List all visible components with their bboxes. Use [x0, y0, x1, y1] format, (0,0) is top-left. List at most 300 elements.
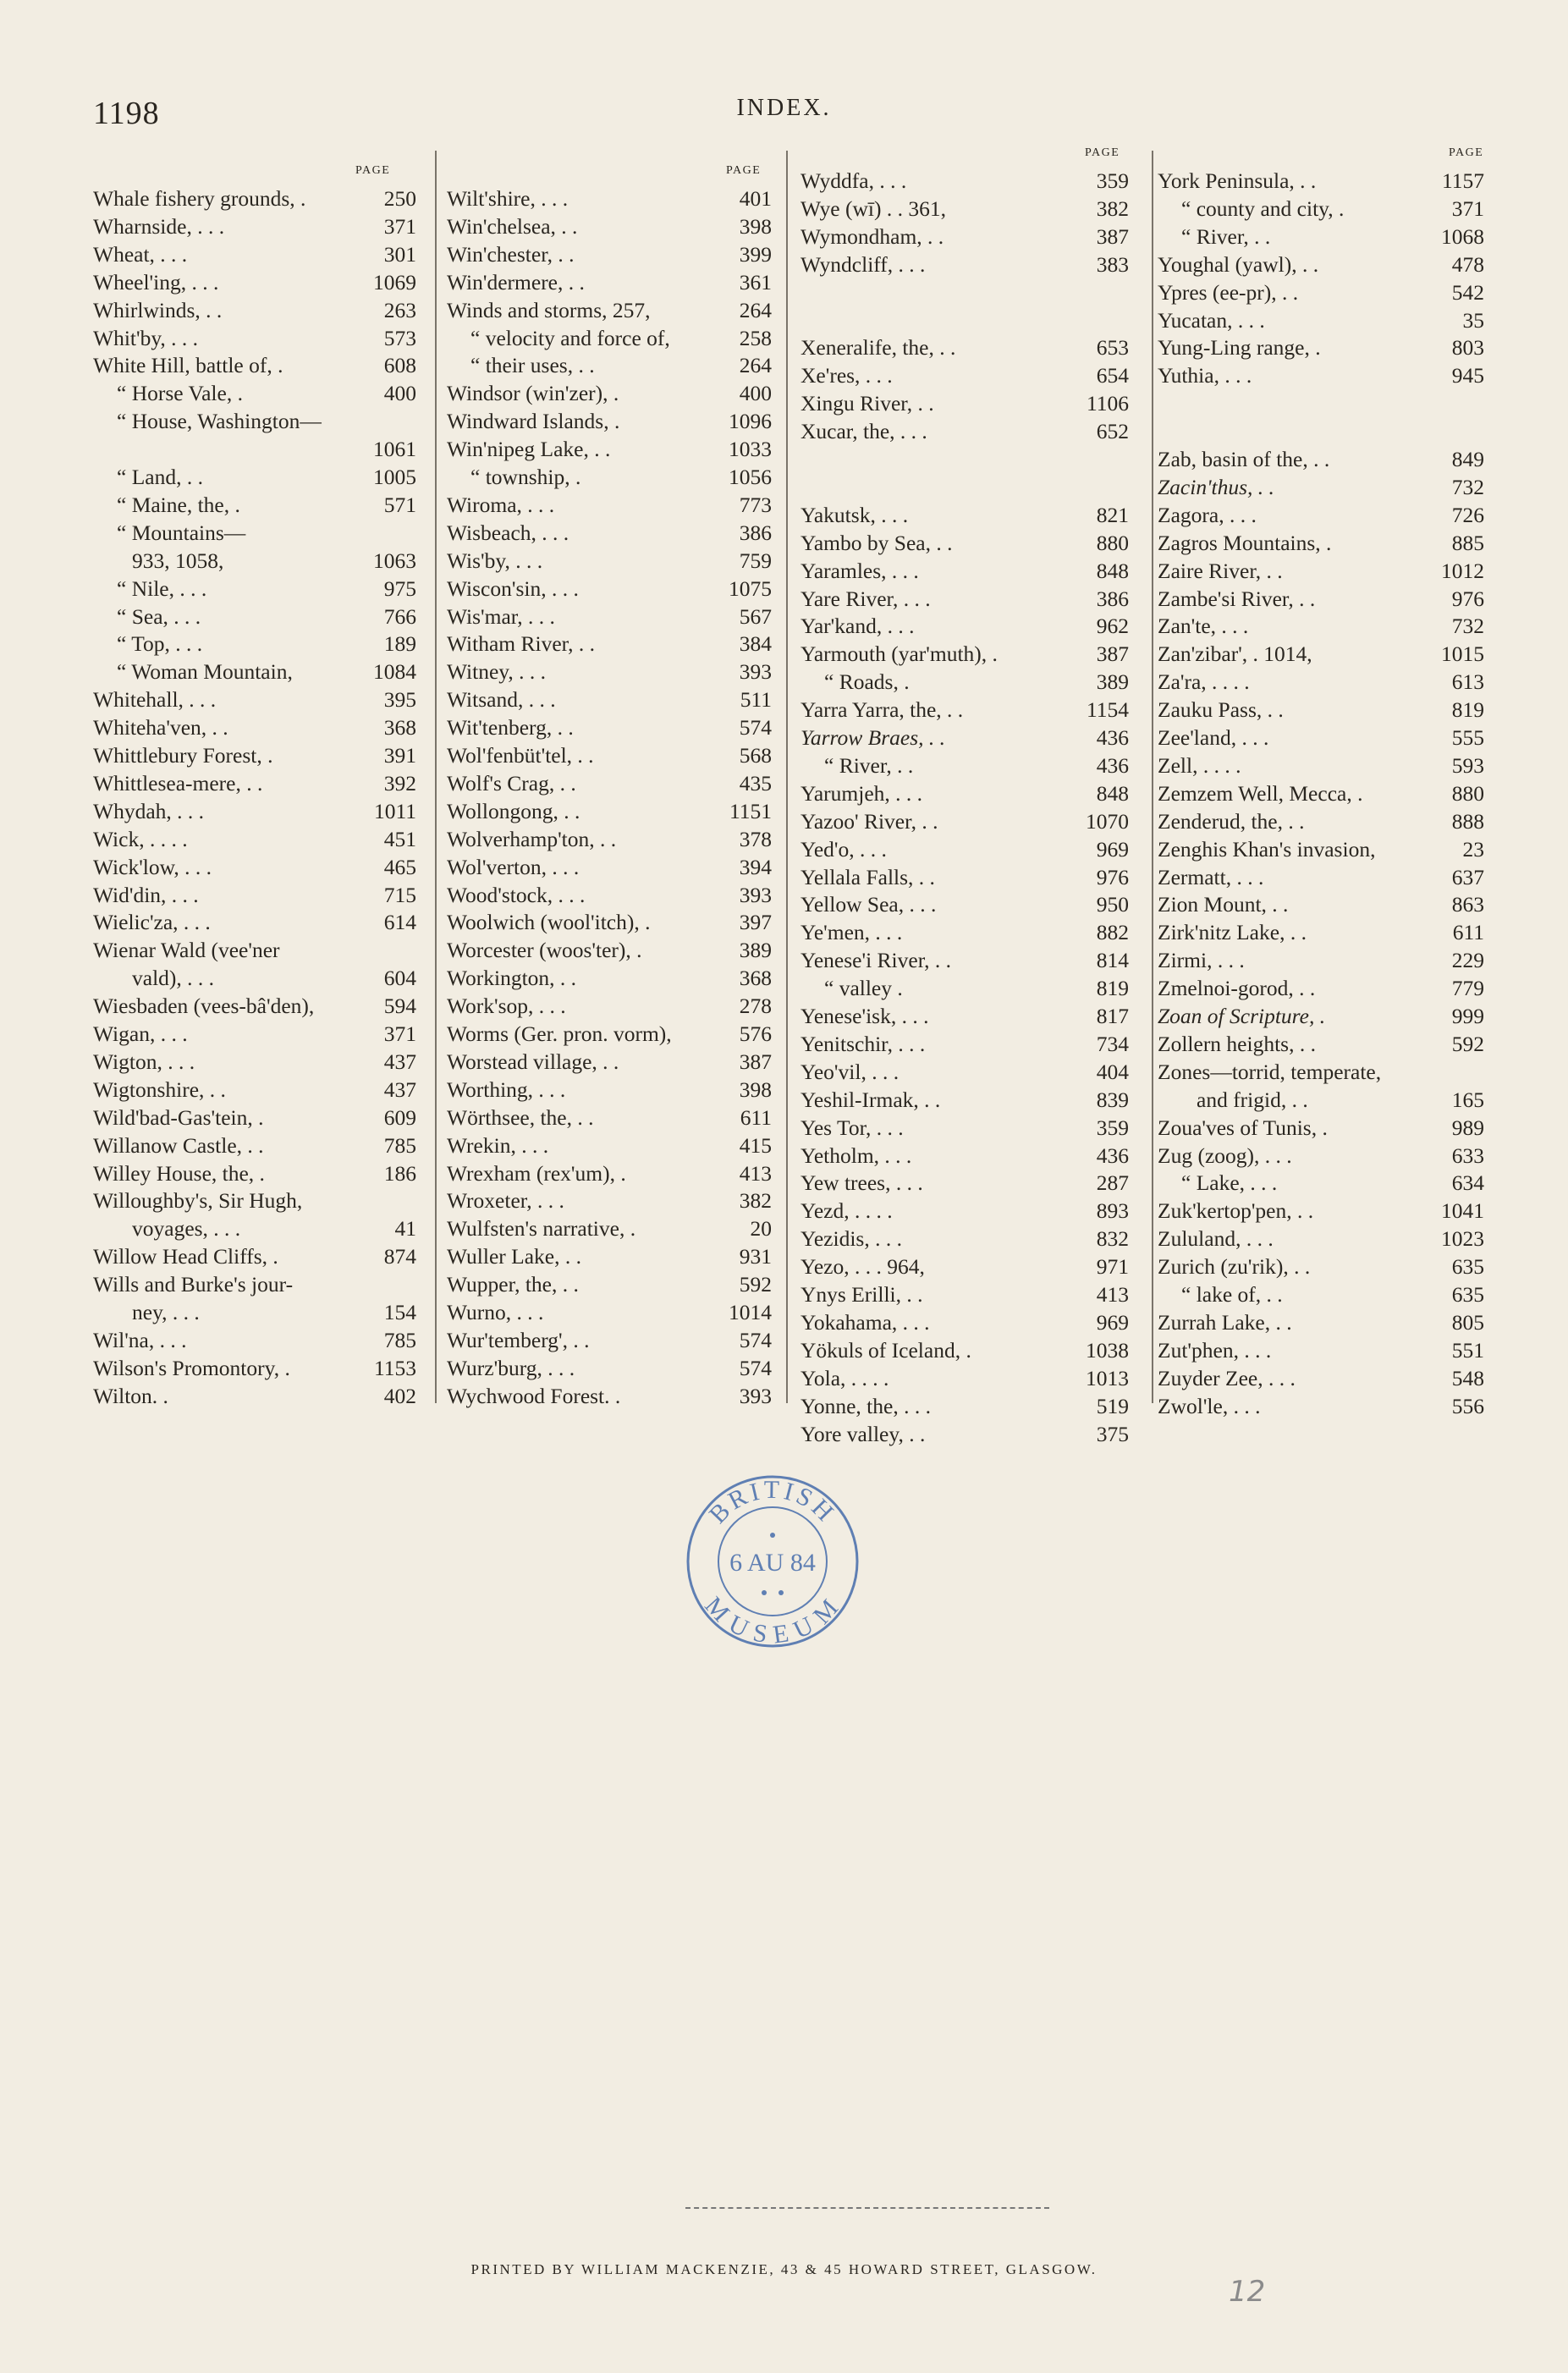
index-entry: Zug (zoog), . . . [1158, 1142, 1292, 1168]
page-reference: 652 [1096, 419, 1129, 444]
page-reference: 759 [739, 548, 772, 573]
index-entry: Zut'phen, . . . [1158, 1337, 1272, 1363]
page-reference: 785 [383, 1132, 416, 1158]
index-entry: Zee'land, . . . [1158, 725, 1269, 750]
page-reference: 568 [739, 743, 772, 768]
index-entry: Yellow Sea, . . . [801, 892, 937, 917]
page-reference: 592 [1451, 1031, 1484, 1056]
index-entry: Whittlebury Forest, . [93, 743, 273, 768]
printer-imprint: PRINTED BY WILLIAM MACKENZIE, 43 & 45 HOWARD STREET, GLASGOW. [470, 2261, 1098, 2277]
page-reference: 264 [739, 353, 772, 378]
page-reference: 250 [383, 186, 416, 211]
page-reference: 1014 [729, 1300, 772, 1324]
page-reference: 1041 [1441, 1198, 1484, 1224]
page-reference: 574 [739, 715, 772, 741]
page-reference: 773 [739, 492, 772, 517]
page-reference: 779 [1451, 976, 1484, 1001]
page-reference: 402 [383, 1383, 416, 1408]
page-reference: 368 [383, 715, 416, 741]
index-entry: “ Maine, the, . [117, 492, 240, 517]
index-entry: Witney, . . . [447, 659, 547, 685]
index-entry: Worms (Ger. pron. vorm), [447, 1021, 672, 1046]
index-entry: Yuthia, . . . [1158, 363, 1252, 388]
page-reference: 393 [739, 659, 772, 685]
page-reference: 950 [1096, 892, 1129, 917]
page-reference: 1106 [1086, 391, 1129, 416]
page-reference: 821 [1096, 502, 1129, 527]
index-entry: Wilson's Promontory, . [93, 1355, 290, 1380]
index-entry: Wymondham, . . [801, 223, 944, 249]
page-reference: 35 [1462, 307, 1484, 333]
page-reference: 819 [1096, 976, 1129, 1001]
page-reference: 1015 [1441, 641, 1484, 667]
page-reference: 803 [1451, 335, 1484, 361]
index-entry: Xucar, the, . . . [801, 419, 927, 444]
page-reference: 387 [739, 1049, 772, 1074]
index-entry: Xeneralife, the, . . [801, 335, 956, 361]
page-reference: 400 [383, 381, 416, 406]
page-reference: 848 [1096, 558, 1129, 583]
index-entry: Wulfsten's narrative, . [447, 1216, 636, 1242]
page-reference: 383 [1096, 251, 1129, 277]
index-entry: Zenghis Khan's invasion, [1158, 836, 1376, 862]
index-entry: “ lake of, . . [1181, 1282, 1283, 1307]
page-reference: 576 [739, 1021, 772, 1046]
index-entry: Wye (wī) . . 361, [801, 195, 946, 221]
page-reference: 1012 [1441, 558, 1484, 583]
index-entry: Zwol'le, . . . [1158, 1393, 1261, 1418]
index-entry: Yar'kand, . . . [801, 614, 915, 639]
index-entry: “ Mountains— [117, 520, 246, 545]
page-reference: 1157 [1441, 168, 1484, 193]
index-entry: White Hill, battle of, . [93, 353, 283, 378]
index-entry: Zagora, . . . [1158, 502, 1257, 527]
page-reference: 1069 [373, 269, 416, 295]
index-entry: “ township, . [470, 465, 581, 489]
page-reference: 1151 [729, 798, 772, 823]
page-reference: 165 [1451, 1087, 1484, 1112]
index-entry: Work'sop, . . . [447, 994, 566, 1019]
index-entry: Zauku Pass, . . [1158, 697, 1284, 723]
page-reference: 556 [1451, 1393, 1484, 1418]
page-reference: 154 [383, 1300, 416, 1324]
index-entry: Yeshil-Irmak, . . [801, 1087, 941, 1112]
page-reference: 389 [1096, 669, 1129, 695]
index-entry: Wigtonshire, . . [93, 1076, 226, 1102]
page-reference: 1011 [373, 798, 416, 823]
index-entry: Yellala Falls, . . [801, 864, 935, 889]
page-reference: 962 [1096, 614, 1129, 639]
page-reference: 971 [1096, 1254, 1129, 1280]
index-entry: Wick'low, . . . [93, 854, 212, 879]
page-reference: 519 [1096, 1393, 1129, 1418]
page-reference: 637 [1451, 864, 1484, 889]
index-entry: Wit'tenberg, . . [447, 715, 574, 741]
index-entry: Yarra Yarra, the, . . [801, 697, 964, 723]
index-entry: and frigid, . . [1197, 1087, 1308, 1112]
index-entry: Wigton, . . . [93, 1049, 195, 1074]
page-reference: 882 [1096, 920, 1129, 945]
index-entry: Zan'te, . . . [1158, 614, 1249, 639]
page-reference: 635 [1451, 1254, 1484, 1280]
page-reference: 375 [1096, 1421, 1129, 1446]
index-entry: Wood'stock, . . . [447, 882, 586, 907]
page-reference: 609 [383, 1104, 416, 1130]
page-reference: 287 [1096, 1170, 1129, 1196]
page-reference: 387 [1096, 223, 1129, 249]
page-reference: 389 [739, 938, 772, 963]
index-entry: Wills and Burke's jour- [93, 1272, 294, 1297]
page-reference: 593 [1451, 752, 1484, 778]
index-entry: Woolwich (wool'itch), . [447, 910, 651, 935]
index-entry: Yung-Ling range, . [1158, 335, 1321, 361]
index-entry: “ Land, . . [117, 465, 203, 489]
page-reference: 397 [739, 910, 772, 935]
page-reference: 413 [739, 1160, 772, 1186]
index-entry: York Peninsula, . . [1158, 168, 1317, 193]
index-entry: Zollern heights, . . [1158, 1031, 1316, 1056]
index-entry: Whydah, . . . [93, 798, 205, 823]
index-entry: Wharnside, . . . [93, 213, 225, 239]
index-entry: Yola, . . . . [801, 1365, 889, 1390]
page-reference: 437 [383, 1076, 416, 1102]
page-reference: 189 [383, 631, 416, 657]
page-reference: 999 [1451, 1004, 1484, 1028]
page-reference: 734 [1096, 1031, 1129, 1056]
index-entry: Wrekin, . . . [447, 1132, 549, 1158]
page-reference: 278 [739, 994, 772, 1019]
page-reference: 1154 [1086, 697, 1129, 723]
page-reference: 726 [1451, 502, 1484, 527]
page-reference: 398 [739, 1076, 772, 1102]
page-reference: 437 [383, 1049, 416, 1074]
page-reference: 371 [383, 213, 416, 239]
page-reference: 574 [739, 1355, 772, 1380]
page-reference: 542 [1451, 279, 1484, 305]
index-entry: Worcester (woos'ter), . [447, 938, 642, 963]
page-reference: 384 [739, 631, 772, 657]
page-reference: 555 [1451, 725, 1484, 750]
index-entry: Zan'zibar', . 1014, [1158, 641, 1312, 667]
index-entry: Wisbeach, . . . [447, 520, 569, 545]
index-entry: Yazoo' River, . . [801, 808, 938, 834]
page-reference: 634 [1451, 1170, 1484, 1196]
page-reference: 378 [739, 826, 772, 851]
index-entry: Wis'mar, . . . [447, 603, 555, 629]
page-reference: 969 [1096, 836, 1129, 862]
index-entry: Zambe'si River, . . [1158, 586, 1316, 611]
index-entry: Wollongong, . . [447, 798, 580, 823]
index-entry: Wid'din, . . . [93, 882, 199, 907]
index-entry: Yonne, the, . . . [801, 1393, 931, 1418]
index-entry: ney, . . . [132, 1300, 200, 1324]
index-entry: Winds and storms, 257, [447, 297, 651, 322]
index-entry: Whiteha'ven, . . [93, 715, 228, 741]
index-entry: Wörthsee, the, . . [447, 1104, 594, 1130]
index-entry: Yes Tor, . . . [801, 1115, 904, 1140]
page-reference: 478 [1451, 251, 1484, 277]
page-reference: 1075 [729, 575, 772, 601]
index-entry: Yökuls of Iceland, . [801, 1337, 971, 1363]
index-entry: “ county and city, . [1181, 195, 1345, 221]
index-entry: “ River, . . [1181, 223, 1271, 249]
index-entry: Win'chester, . . [447, 241, 575, 267]
page-reference: 435 [739, 770, 772, 796]
index-entry: Wilt'shire, . . . [447, 186, 569, 211]
page-reference: 1096 [729, 409, 772, 434]
index-entry: Willoughby's, Sir Hugh, [93, 1188, 303, 1214]
page-reference: 386 [1096, 586, 1129, 611]
index-entry: Zell, . . . . [1158, 752, 1241, 778]
page-reference: 1023 [1441, 1226, 1484, 1252]
index-entry: Wurz'burg, . . . [447, 1355, 575, 1380]
page-reference: 613 [1451, 669, 1484, 695]
index-entry: 933, 1058, [132, 548, 224, 573]
page-reference: 415 [739, 1132, 772, 1158]
index-entry: Yezd, . . . . [801, 1198, 893, 1224]
index-entry: “ Woman Mountain, [117, 659, 293, 685]
index-entry: Win'nipeg Lake, . . [447, 437, 611, 462]
index-entry: Yenitschir, . . . [801, 1031, 926, 1056]
page-reference: 436 [1096, 1142, 1129, 1168]
index-entry: Yenese'isk, . . . [801, 1004, 929, 1028]
index-entry: Worthing, . . . [447, 1076, 566, 1102]
index-entry: Yenese'i River, . . [801, 948, 952, 973]
page-reference: 386 [739, 520, 772, 545]
page-reference: 611 [740, 1104, 772, 1130]
page-reference: 1056 [729, 465, 772, 489]
running-head: INDEX. [736, 95, 832, 121]
page-reference: 732 [1451, 614, 1484, 639]
index-entry: Wis'by, . . . [447, 548, 543, 573]
index-entry: Windsor (win'zer), . [447, 381, 619, 406]
page-reference: 715 [383, 882, 416, 907]
page-reference: 1063 [373, 548, 416, 573]
index-entry: “ Sea, . . . [117, 603, 201, 629]
page-number: 1198 [93, 96, 160, 131]
page-reference: 819 [1451, 697, 1484, 723]
index-entry: Windward Islands, . [447, 409, 620, 434]
page-reference: 1033 [729, 437, 772, 462]
page-reference: 1068 [1441, 223, 1484, 249]
index-entry: Zab, basin of the, . . [1158, 447, 1330, 471]
page-reference: 371 [1451, 195, 1484, 221]
page-reference: 361 [739, 269, 772, 295]
index-entry: Wienar Wald (vee'ner [93, 938, 280, 963]
index-entry: Workington, . . [447, 966, 577, 991]
page-reference: 392 [383, 770, 416, 796]
page-reference: 608 [383, 353, 416, 378]
index-entry: Whirlwinds, . . [93, 297, 223, 322]
index-entry: Xingu River, . . [801, 391, 934, 416]
index-entry: Zermatt, . . . [1158, 864, 1264, 889]
page-reference: 893 [1096, 1198, 1129, 1224]
column-rule [786, 151, 788, 1403]
page-reference: 571 [383, 492, 416, 517]
index-entry: Whitehall, . . . [93, 687, 217, 713]
index-entry: Za'ra, . . . . [1158, 669, 1250, 695]
page-reference: 20 [750, 1216, 772, 1242]
page-reference: 805 [1451, 1309, 1484, 1335]
page-reference: 393 [739, 1383, 772, 1408]
index-entry: “ their uses, . . [470, 353, 595, 378]
page-reference: 880 [1451, 780, 1484, 806]
page-reference: 785 [383, 1327, 416, 1352]
index-entry: Wolf's Crag, . . [447, 770, 576, 796]
index-entry: Wielic'za, . . . [93, 910, 211, 935]
page-reference: 404 [1096, 1059, 1129, 1084]
index-entry: Wroxeter, . . . [447, 1188, 564, 1214]
index-entry: Wiroma, . . . [447, 492, 555, 517]
page-reference: 382 [1096, 195, 1129, 221]
page-reference: 874 [383, 1244, 416, 1269]
page-reference: 382 [739, 1188, 772, 1214]
page-column-label: PAGE [355, 164, 391, 177]
page-reference: 989 [1451, 1115, 1484, 1140]
page-reference: 368 [739, 966, 772, 991]
index-entry: Zuk'kertop'pen, . . [1158, 1198, 1314, 1224]
index-entry: Xe'res, . . . [801, 363, 893, 388]
index-entry: voyages, . . . [132, 1216, 241, 1242]
page-reference: 465 [383, 854, 416, 879]
index-entry: Wolverhamp'ton, . . [447, 826, 617, 851]
index-entry: Wiesbaden (vees-bâ'den), [93, 994, 315, 1019]
index-entry: Yakutsk, . . . [801, 502, 909, 527]
pencil-note: 12 [1229, 2275, 1266, 2309]
page-reference: 969 [1096, 1309, 1129, 1335]
page-reference: 567 [739, 603, 772, 629]
stamp-top-text: BRITISH [703, 1475, 842, 1529]
british-museum-stamp [684, 1473, 861, 1650]
index-entry: Yokahama, . . . [801, 1309, 930, 1335]
page-reference: 401 [739, 186, 772, 211]
index-entry: Wheel'ing, . . . [93, 269, 219, 295]
index-entry: Wol'verton, . . . [447, 854, 580, 879]
stamp-date: 6 AU 84 [729, 1549, 816, 1577]
index-entry: Win'dermere, . . [447, 269, 585, 295]
index-entry: Ypres (ee-pr), . . [1158, 279, 1299, 305]
page-reference: 1070 [1086, 808, 1129, 834]
index-entry: Zagros Mountains, . [1158, 530, 1332, 555]
page-reference: 611 [1452, 920, 1484, 945]
page-reference: 1084 [373, 659, 416, 685]
page-reference: 264 [739, 297, 772, 322]
page-reference: 398 [739, 213, 772, 239]
page-reference: 849 [1451, 447, 1484, 471]
index-entry: “ River, . . [824, 752, 914, 778]
index-entry: Wilton. . [93, 1383, 168, 1408]
page-reference: 436 [1096, 725, 1129, 750]
page-reference: 263 [383, 297, 416, 322]
page-reference: 931 [739, 1244, 772, 1269]
index-entry: “ Nile, . . . [117, 575, 207, 601]
page-reference: 863 [1451, 892, 1484, 917]
index-entry: Zoan of Scripture, . [1158, 1004, 1326, 1028]
page-reference: 814 [1096, 948, 1129, 973]
page-column-label: PAGE [1085, 146, 1120, 159]
index-entry: Willanow Castle, . . [93, 1132, 264, 1158]
page-reference: 885 [1451, 530, 1484, 555]
index-entry: Wyddfa, . . . [801, 168, 907, 193]
index-entry: Willow Head Cliffs, . [93, 1244, 278, 1269]
index-entry: Yezo, . . . 964, [801, 1254, 925, 1280]
index-entry: Yew trees, . . . [801, 1170, 923, 1196]
page-reference: 451 [383, 826, 416, 851]
index-entry: Yarumjeh, . . . [801, 780, 923, 806]
page-reference: 399 [739, 241, 772, 267]
index-entry: Yarrow Braes, . . [801, 725, 945, 750]
page-reference: 614 [383, 910, 416, 935]
page-reference: 848 [1096, 780, 1129, 806]
index-entry: “ House, Washington— [117, 409, 322, 434]
page-reference: 258 [739, 325, 772, 350]
index-entry: “ valley . [824, 976, 903, 1001]
index-entry: Win'chelsea, . . [447, 213, 578, 239]
index-entry: “ Top, . . . [117, 631, 203, 657]
index-entry: Yed'o, . . . [801, 836, 887, 862]
index-entry: Wick, . . . . [93, 826, 188, 851]
index-entry: Zirmi, . . . [1158, 948, 1245, 973]
index-entry: Zaire River, . . [1158, 558, 1283, 583]
page-reference: 393 [739, 882, 772, 907]
index-entry: Wild'bad-Gas'tein, . [93, 1104, 264, 1130]
page-reference: 23 [1462, 836, 1484, 862]
svg-text:BRITISH [704, 1476, 841, 1529]
svg-text:MUSEUM [699, 1591, 845, 1649]
page-reference: 301 [383, 241, 416, 267]
page-reference: 976 [1096, 864, 1129, 889]
page-reference: 359 [1096, 168, 1129, 193]
page-reference: 511 [740, 687, 772, 713]
index-entry: Wuller Lake, . . [447, 1244, 581, 1269]
page-reference: 548 [1451, 1365, 1484, 1390]
page-reference: 186 [383, 1160, 416, 1186]
page-reference: 635 [1451, 1282, 1484, 1307]
page-reference: 413 [1096, 1282, 1129, 1307]
page-reference: 574 [739, 1327, 772, 1352]
column-rule [435, 151, 437, 1403]
index-entry: Wheat, . . . [93, 241, 188, 267]
page-reference: 839 [1096, 1087, 1129, 1112]
index-entry: Yucatan, . . . [1158, 307, 1265, 333]
index-entry: Zurich (zu'rik), . . [1158, 1254, 1311, 1280]
page-reference: 395 [383, 687, 416, 713]
index-entry: Zululand, . . . [1158, 1226, 1274, 1252]
page-reference: 945 [1451, 363, 1484, 388]
index-entry: Zurrah Lake, . . [1158, 1309, 1292, 1335]
page-column-label: PAGE [1449, 146, 1484, 159]
page-reference: 387 [1096, 641, 1129, 667]
page-reference: 1005 [373, 465, 416, 489]
page-reference: 592 [739, 1272, 772, 1297]
index-entry: “ velocity and force of, [470, 325, 670, 350]
page-reference: 975 [383, 575, 416, 601]
page-reference: 400 [739, 381, 772, 406]
index-entry: Yarmouth (yar'muth), . [801, 641, 998, 667]
page-reference: 594 [383, 994, 416, 1019]
index-entry: Ynys Erilli, . . [801, 1282, 923, 1307]
page-reference: 888 [1451, 808, 1484, 834]
index-entry: Wigan, . . . [93, 1021, 188, 1046]
index-entry: Zmelnoi-gorod, . . [1158, 976, 1316, 1001]
page-reference: 394 [739, 854, 772, 879]
index-entry: Willey House, the, . [93, 1160, 265, 1186]
index-entry: Youghal (yawl), . . [1158, 251, 1319, 277]
index-entry: Zacin'thus, . . [1158, 474, 1274, 499]
footer-rule [685, 2207, 1049, 2209]
page-reference: 604 [383, 966, 416, 991]
index-entry: vald), . . . [132, 966, 215, 991]
